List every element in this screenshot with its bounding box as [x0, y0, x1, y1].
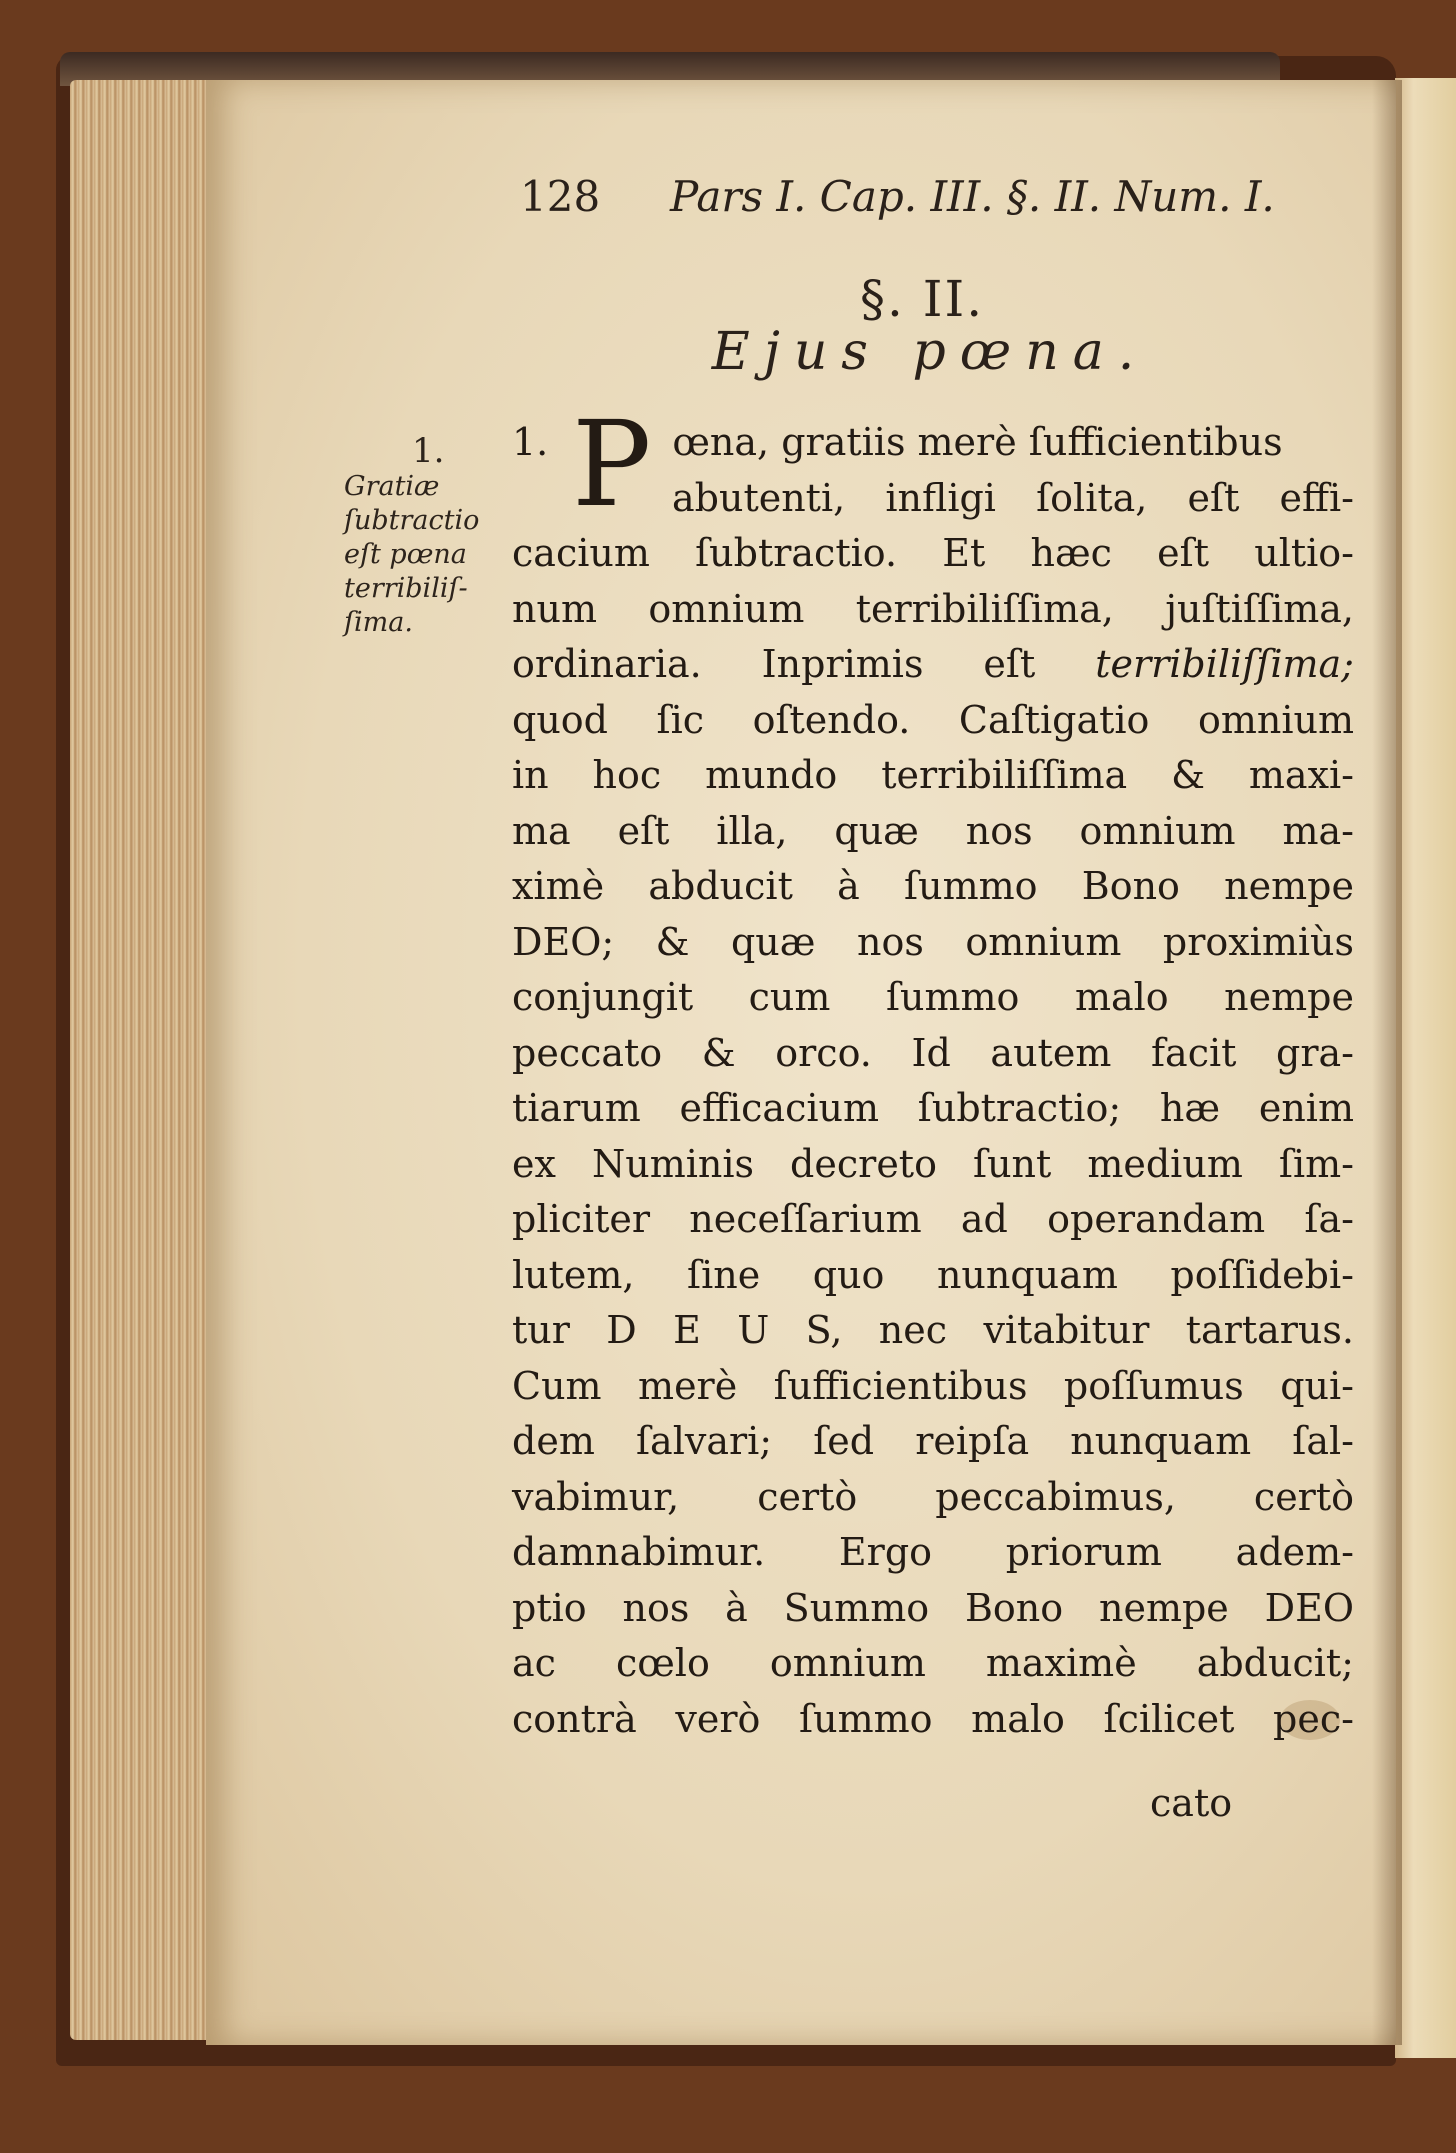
margin-note-line: ſima. [344, 607, 413, 638]
margin-note [344, 431, 514, 640]
text-line: contrà verò ſummo malo ſcilicet pec- [512, 1696, 1354, 1741]
margin-note-line: ſubtractio [344, 505, 480, 536]
text-line: lutem, ſine quo nunquam poſſidebi- [512, 1252, 1354, 1297]
margin-note-line: Gratiæ [344, 471, 440, 502]
margin-note-line: eſt pœna [344, 539, 467, 570]
page-number: 128 [520, 172, 601, 221]
text-line: tiarum efficacium ſubtractio; hæ enim [512, 1086, 1354, 1130]
section-title: Ejus pœna. [711, 322, 1149, 382]
drop-cap: P [572, 395, 652, 533]
text-line: dem ſalvari; ſed reipſa nunquam ſal- [512, 1419, 1354, 1463]
margin-note-line: terribiliſ- [344, 573, 468, 604]
text-line: Cum merè ſufficientibus poſſumus qui- [512, 1363, 1354, 1408]
text-line: peccato & orco. Id autem facit gra- [512, 1030, 1354, 1075]
first-line-text: œna, gratiis merè ſufficientibus [672, 420, 1283, 464]
text-line: in hoc mundo terribiliſſima & maxi- [512, 753, 1354, 797]
facing-page-edge [1395, 78, 1456, 2058]
running-head [520, 172, 1275, 222]
catchword: cato [1150, 1781, 1233, 1825]
text-segment: ordinaria. Inprimis eſt [512, 642, 1036, 686]
text-line: damnabimur. Ergo priorum adem- [512, 1530, 1354, 1574]
text-line: tur D E U S, nec vitabitur tartarus. [512, 1308, 1354, 1352]
gutter-shadow [1372, 80, 1402, 2045]
text-line: ptio nos à Summo Bono nempe DEO [512, 1585, 1354, 1630]
text-line: ac cœlo omnium maximè abducit; [512, 1641, 1354, 1685]
text-line: pliciter neceſſarium ad operandam ſa- [512, 1197, 1354, 1241]
text-line: cacium ſubtractio. Et hæc eſt ultio- [512, 531, 1354, 575]
text-line: quod ſic oſtendo. Caſtigatio omnium [512, 697, 1354, 742]
text-line: ex Numinis decreto ſunt medium ſim- [512, 1141, 1354, 1186]
text-line: conjungit cum ſummo malo nempe [512, 975, 1354, 1019]
paragraph-number: 1. [512, 420, 549, 464]
text-line: ximè abducit à ſummo Bono nempe [512, 864, 1354, 908]
running-title: Pars I. Cap. III. §. II. Num. I. [670, 172, 1275, 221]
text-line: DEO; & quæ nos omnium proximiùs [512, 919, 1354, 964]
text-line: ma eſt illa, quæ nos omnium ma- [512, 808, 1354, 853]
margin-note-number: 1. [412, 431, 445, 471]
text-line-2: abutenti, infligi ſolita, eſt effi- [672, 475, 1354, 520]
body-text [512, 395, 1354, 1747]
section-mark: §. II. [860, 270, 985, 328]
italic-word: terribiliſſima; [1095, 642, 1354, 686]
text-line: num omnium terribiliſſima, juſtiſſima, [512, 586, 1354, 631]
text-line-with-italic [512, 637, 1354, 693]
text-line: vabimur, certò peccabimus, certò [512, 1474, 1354, 1519]
